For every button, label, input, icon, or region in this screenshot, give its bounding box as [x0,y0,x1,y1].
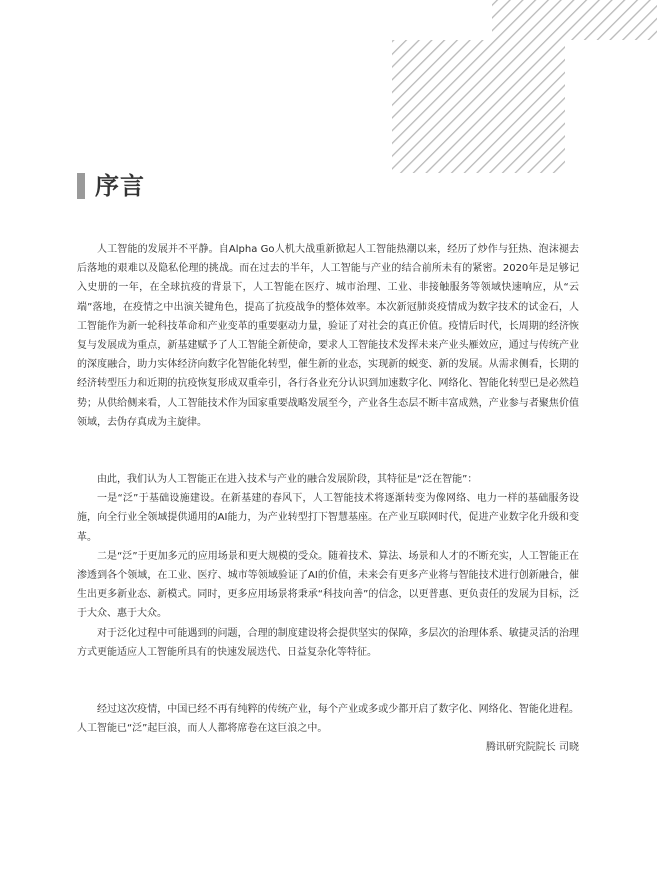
section-header [77,172,145,200]
paragraph-governance: 对于泛化过程中可能遇到的问题，合理的制度建设将会提供坚实的保障，多层次的治理体系、敏捷灵活的治理方式更能适应人工智能所具有的快速发展迭代、日益复杂化等特征。 [77,627,579,658]
paragraph-thesis: 由此，我们认为人工智能正在进入技术与产业的融合发展阶段，其特征是“泛在智能”： [97,474,478,486]
paragraph-conclusion: 经过这次疫情，中国已经不再有纯粹的传统产业，每个产业或多或少都开启了数字化、网络化、智能化进程。人工智能已“泛”起巨浪，而人人都将席卷在这巨浪之中。 [77,704,579,735]
paragraph-point-two: 二是“泛”于更加多元的应用场景和更大规模的受众。随着技术、算法、场景和人才的不断充实，人工智能正在渗透到各个领域，在工业、医疗、城市等领域验证了AI的价值，未来会有更多产业将与智能技术进行创新融合，催生出更多新业态、新模式。同时，更多应用场景将秉承“科技向善”的信念，以更普惠、更负责任的发展为目标，泛于大众、惠于大众。 [77,550,579,620]
paragraph-point-one: 一是“泛”于基础设施建设。在新基建的春风下，人工智能技术将逐渐转变为像网络、电力一样的基础服务设施，向全行业全领域提供通用的AI能力，为产业转型打下智慧基座。在产业互联网时代，促进产业数字化升级和变革。 [77,493,579,543]
page-title: 序言 [95,172,145,200]
stripe-block-middle [392,40,565,173]
author-signature: 腾讯研究院院长 司晓 [485,742,579,753]
title-accent-bar [77,173,85,199]
paragraph-intro: 人工智能的发展并不平静。自Alpha Go人机大战重新掀起人工智能热潮以来，经历了炒作与狂热、泡沫褪去后落地的艰难以及隐私伦理的挑战。而在过去的半年，人工智能与产业的结合前所未有的紧密。2020年是足够记入史册的一年，在全球抗疫的背景下，人工智能在医疗、城市治理、工业、非接触服务等领域快速响应，从“云端”落地，在疫情之中出演关键角色，提高了抗疫战争的整体效率。本次新冠肺炎疫情成为数字技术的试金石，人工智能作为新一轮科技革命和产业变革的重要驱动力量，验证了对社会的真正价值。疫情后时代，长周期的经济恢复与发展成为重点，新基建赋予了人工智能全新使命，要求人工智能技术发挥未来产业头雁效应，通过与传统产业的深度融合，助力实体经济向数字化智能化转型，催生新的业态，实现新的蜕变、新的发展。从需求侧看，长期的经济转型压力和近期的抗疫恢复形成双重牵引，各行各业充分认识到加速数字化、网络化、智能化转型已是必然趋势；从供给侧来看，人工智能技术作为国家重要战略发展至今，产业各生态层不断丰富成熟，产业参与者聚焦价值领域，去伪存真成为主旋律。 [77,244,579,428]
preface-body [77,240,579,738]
stripe-block-top [492,0,657,40]
